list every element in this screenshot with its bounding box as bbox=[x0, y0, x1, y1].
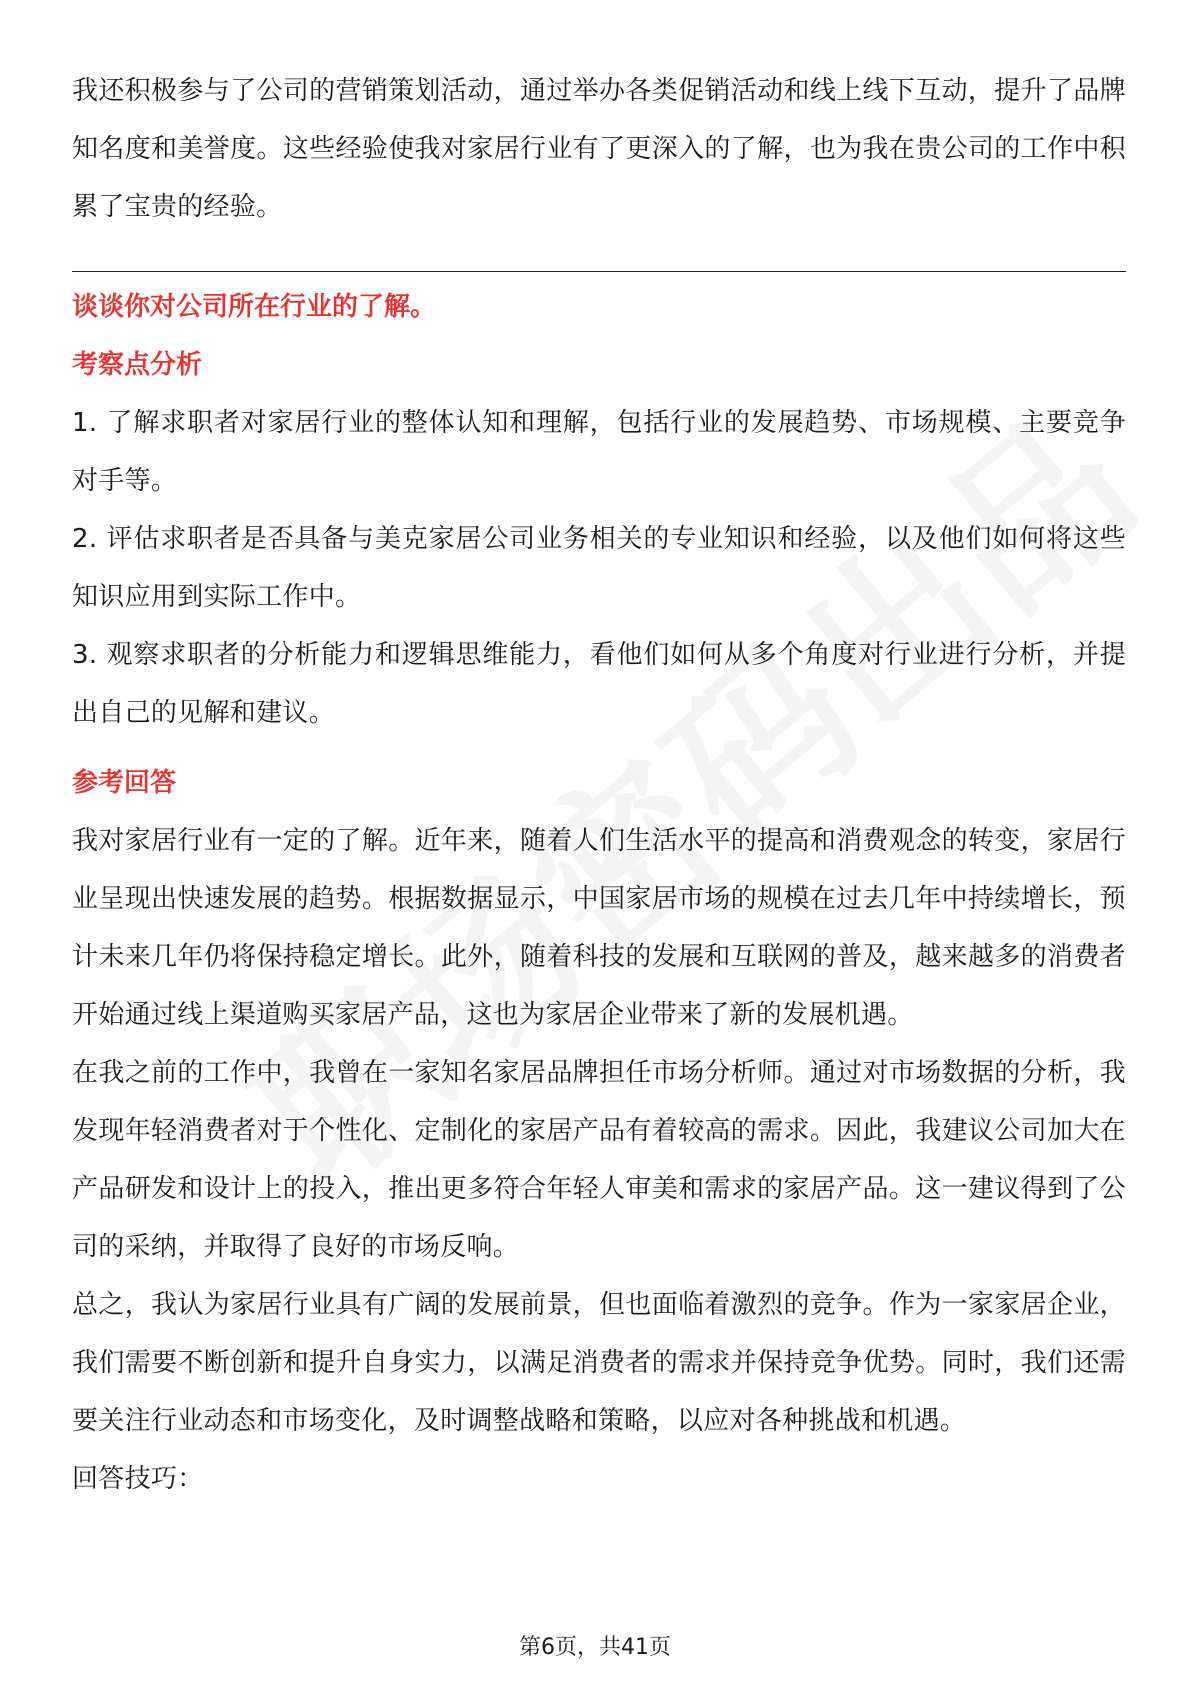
answer-tips-label: 回答技巧： bbox=[72, 1464, 204, 1494]
analysis-item-3: 3. 观察求职者的分析能力和逻辑思维能力，看他们如何从多个角度对行业进行分析，并提出自己的见解和建议。 bbox=[72, 640, 1126, 728]
analysis-item-1: 1. 了解求职者对家居行业的整体认知和理解，包括行业的发展趋势、市场规模、主要竞争对手等。 bbox=[72, 408, 1126, 496]
page-number: 第6页，共41页 bbox=[519, 1635, 671, 1660]
interview-question: 谈谈你对公司所在行业的了解。 bbox=[72, 292, 437, 322]
document-page bbox=[72, 62, 1126, 1508]
analysis-heading: 考察点分析 bbox=[72, 350, 203, 380]
intro-paragraph: 我还积极参与了公司的营销策划活动，通过举办各类促销活动和线上线下互动，提升了品牌知名度和美誉度。这些经验使我对家居行业有了更深入的了解，也为我在贵公司的工作中积累了宝贵的经验。 bbox=[72, 76, 1126, 222]
answer-paragraph-2: 在我之前的工作中，我曾在一家知名家居品牌担任市场分析师。通过对市场数据的分析，我发现年轻消费者对于个性化、定制化的家居产品有着较高的需求。因此，我建议公司加大在产品研发和设计上的投入，推出更多符合年轻人审美和需求的家居产品。这一建议得到了公司的采纳，并取得了良好的市场反响。 bbox=[72, 1058, 1126, 1262]
answer-heading: 参考回答 bbox=[72, 768, 177, 798]
answer-paragraph-1: 我对家居行业有一定的了解。近年来，随着人们生活水平的提高和消费观念的转变，家居行业呈现出快速发展的趋势。根据数据显示，中国家居市场的规模在过去几年中持续增长，预计未来几年仍将保持稳定增长。此外，随着科技的发展和互联网的普及，越来越多的消费者开始通过线上渠道购买家居产品，这也为家居企业带来了新的发展机遇。 bbox=[72, 826, 1126, 1030]
answer-paragraph-3: 总之，我认为家居行业具有广阔的发展前景，但也面临着激烈的竞争。作为一家家居企业，我们需要不断创新和提升自身实力，以满足消费者的需求并保持竞争优势。同时，我们还需要关注行业动态和市场变化，及时调整战略和策略，以应对各种挑战和机遇。 bbox=[72, 1290, 1126, 1436]
section-divider bbox=[72, 271, 1126, 272]
analysis-item-2: 2. 评估求职者是否具备与美克家居公司业务相关的专业知识和经验，以及他们如何将这些知识应用到实际工作中。 bbox=[72, 524, 1126, 612]
